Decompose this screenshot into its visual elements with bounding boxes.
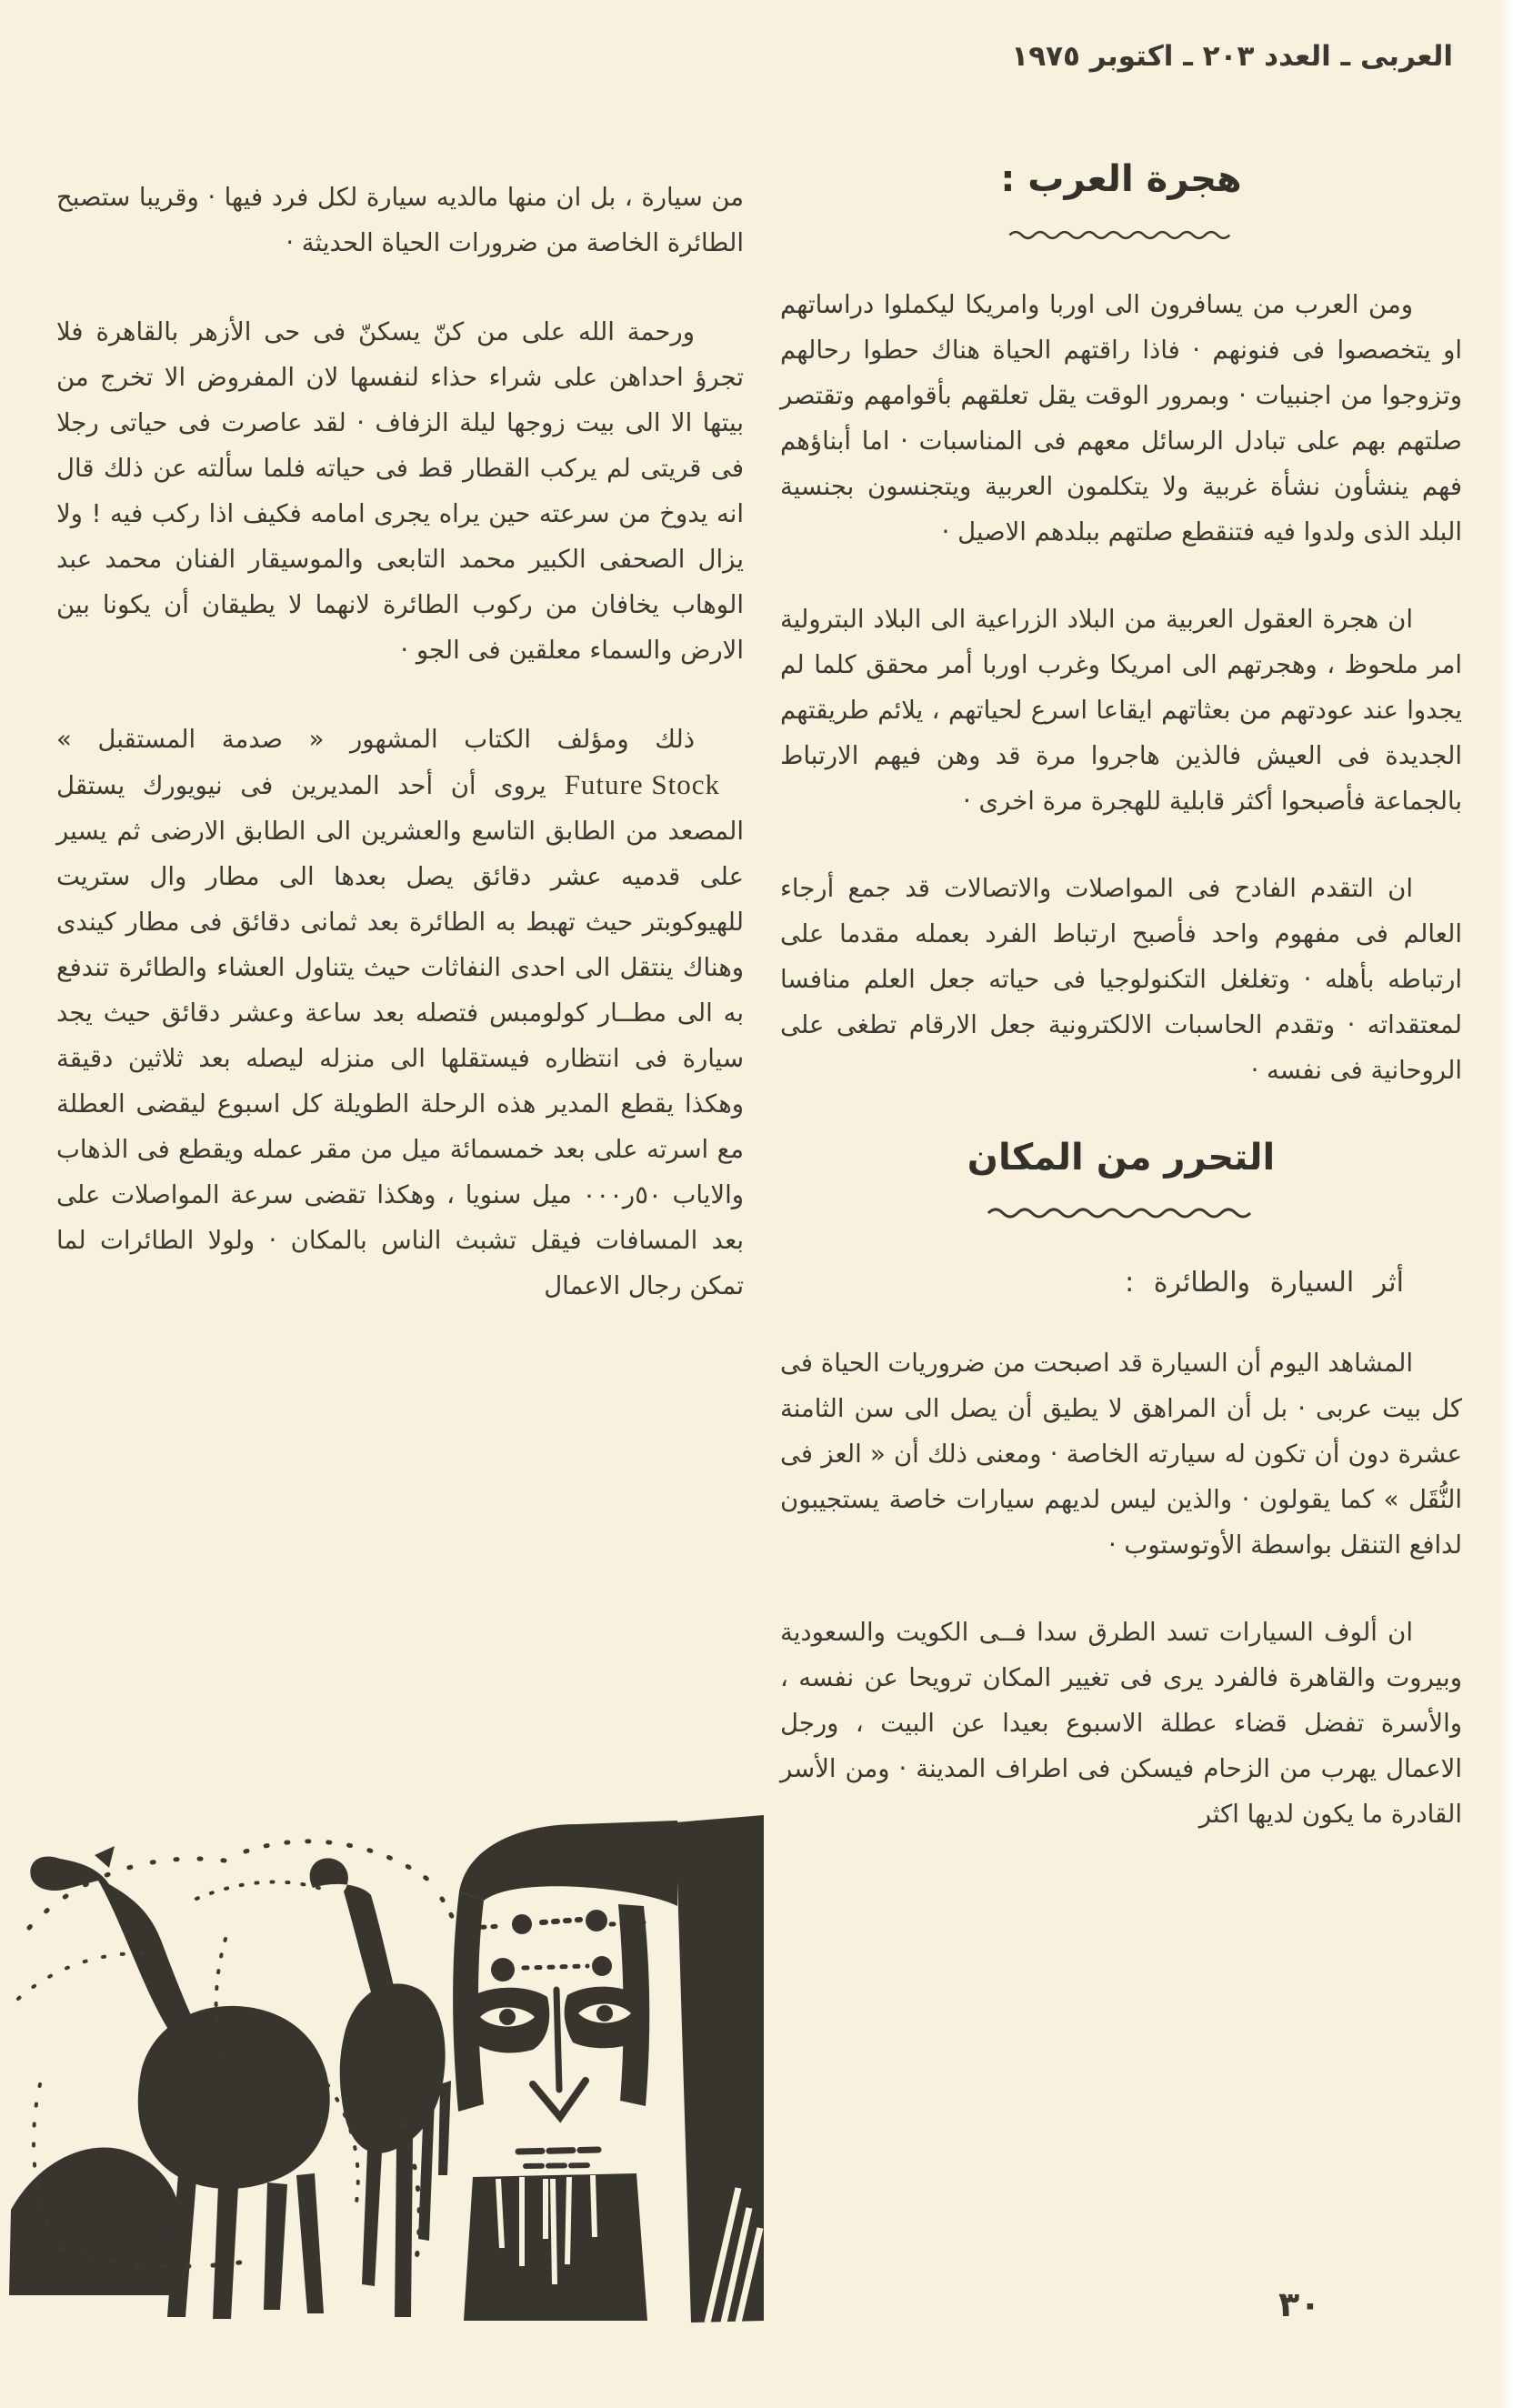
future-shock-latin-title: Future Stock — [564, 768, 720, 800]
paragraph-migration-3: ان التقدم الفادح فى المواصلات والاتصالات قد جمع أرجاء العالم فى مفهوم واحد فأصبح ارتباط الفرد بعمله مقدما على ارتباطه بأهله · وتغلغل التكنولوجيا فى حياته جعل العلم منافسا لمعتقداته · وتقدم الحاسبات الالكترونية جعل الارقام تطغى على الروحانية فى نفسه · — [780, 874, 1462, 1085]
paragraph-migration-2: ان هجرة العقول العربية من البلاد الزراعية الى البلاد البترولية امر ملحوظ ، وهجرتهم الى امريكا وغرب اوربا أمر محقق كلما لم يجدوا عند عودتهم من بعثاتهم ايقاعا اسرع لحياتهم ، يلائم طريقتهم الجديدة فى العيش فالذين هاجروا مرة قد وهن فيهم الارتباط بالجماعة فأصبحوا أكثر قابلية للهجرة مرة اخرى · — [780, 605, 1462, 816]
section-title-arab-migration: هجرة العرب : — [1000, 158, 1242, 200]
section-title-place-liberation: التحرر من المكان — [967, 1137, 1276, 1179]
wavy-line-icon — [985, 1202, 1257, 1219]
left-column — [56, 175, 744, 1352]
paragraph-migration-1: ومن العرب من يسافرون الى اوربا وامريكا ليكملوا دراساتهم او يتخصصوا فى فنونهم · فاذا راقتهم الحياة هناك حطوا رحالهم وتزوجوا من اجنبيات · وبمرور الوقت يقل تعلقهم بأقوامهم وتقتصر صلتهم بهم على تبادل الرسائل معهم فى المناسبات · اما أبناؤهم فهم ينشأون نشأة غربية ولا يتكلمون العربية ويتجنسون بجنسية البلد الذى ولدوا فيه فتنقطع صلتهم ببلدهم الاصيل · — [780, 290, 1462, 547]
wavy-divider — [780, 1188, 1462, 1233]
camels-and-bedouin-illustration — [7, 1811, 764, 2339]
wavy-divider — [780, 209, 1462, 255]
paragraph-azhar-anecdote: ورحمة الله على من كنّ يسكنّ فى حى الأزهر بالقاهرة فلا تجرؤ احداهن على شراء حذاء لنفسها لان المفروض الا تخرج من بيتها الا الى بيت زوجها ليلة الزفاف · لقد عاصرت فى حياتى رجلا فى قريتى لم يركب القطار قط فى حياته فلما سألته عن ذلك قال انه يدوخ من سرعته حين يراه يجرى امامه فكيف اذا ركب فيه ! ولا يزال الصحفى الكبير محمد التابعى والموسيقار الفنان محمد عبد الوهاب يخافان من ركوب الطائرة لانهما لا يطيقان أن يكونا بين الارض والسماء معلقين فى الجو · — [56, 317, 744, 665]
paragraph-liberation-2: ان ألوف السيارات تسد الطرق سدا فــى الكويت والسعودية وبيروت والقاهرة فالفرد يرى فى تغيير المكان ترويحا عن نفسه ، والأسرة تفضل قضاء عطلة الاسبوع بعيدا عن البيت ، ورجل الاعمال يهرب من الزحام فيسكن فى اطراف المدينة · ومن الأسر القادرة ما يكون لديها اكثر — [780, 1618, 1462, 1829]
right-column — [780, 156, 1462, 1879]
magazine-header: العربى ـ العدد ٢٠٣ ـ اكتوبر ١٩٧٥ — [1011, 40, 1453, 73]
future-shock-lead: ذلك ومؤلف الكتاب المشهور « صدمة المستقبل » — [56, 725, 695, 754]
wavy-line-icon — [1007, 226, 1236, 240]
subsection-title-car-plane-effect: أثر السيارة والطائرة : — [1125, 1267, 1404, 1299]
paragraph-liberation-1: المشاهد اليوم أن السيارة قد اصبحت من ضروريات الحياة فى كل بيت عربى · بل أن المراهق لا يطيق أن يصل الى سن الثامنة عشرة دون أن تكون له سيارته الخاصة · ومعنى ذلك أن « العز فى النُّقَل » كما يقولون · والذين ليس لديهم سيارات خاصة يستجيبون لدافع التنقل بواسطة الأوتوستوب · — [780, 1349, 1462, 1560]
page-number: ٣٠ — [1278, 2284, 1321, 2324]
future-shock-rest: يروى أن أحد المديرين فى نيويورك يستقل المصعد من الطابق التاسع والعشرين الى الطابق الارضى ثم يسير على قدميه عشر دقائق يصل بعدها الى مطار وال ستريت للهيوكوبتر حيث تهبط به الطائرة بعد ثمانى دقائق فى مطار كيندى وهناك ينتقل الى احدى النفاثات حيث يتناول العشاء والطائرة تندفع به الى مطــار كولومبس فتصله بعد ساعة وعشر دقائق حيث يجد سيارة فى انتظاره فيستقلها الى منزله ليصله بعد ثلاثين دقيقة وهكذا يقطع المدير هذه الرحلة الطويلة كل اسبوع ليقضى العطلة مع اسرته على بعد خمسمائة ميل من مقر عمله ويقطع فى الذهاب والاياب ٥٠ر٠٠٠ ميل سنويا ، وهكذا تقضى سرعة المواصلات على بعد المسافات فيقل تشبث الناس بالمكان · ولولا الطائرات لما تمكن رجال الاعمال — [56, 771, 744, 1300]
paragraph-future-shock — [56, 717, 744, 1309]
paragraph-car-necessity: من سيارة ، بل ان منها مالديه سيارة لكل فرد فيها · وقريبا ستصبح الطائرة الخاصة من ضرورات الحياة الحديثة · — [56, 183, 744, 257]
